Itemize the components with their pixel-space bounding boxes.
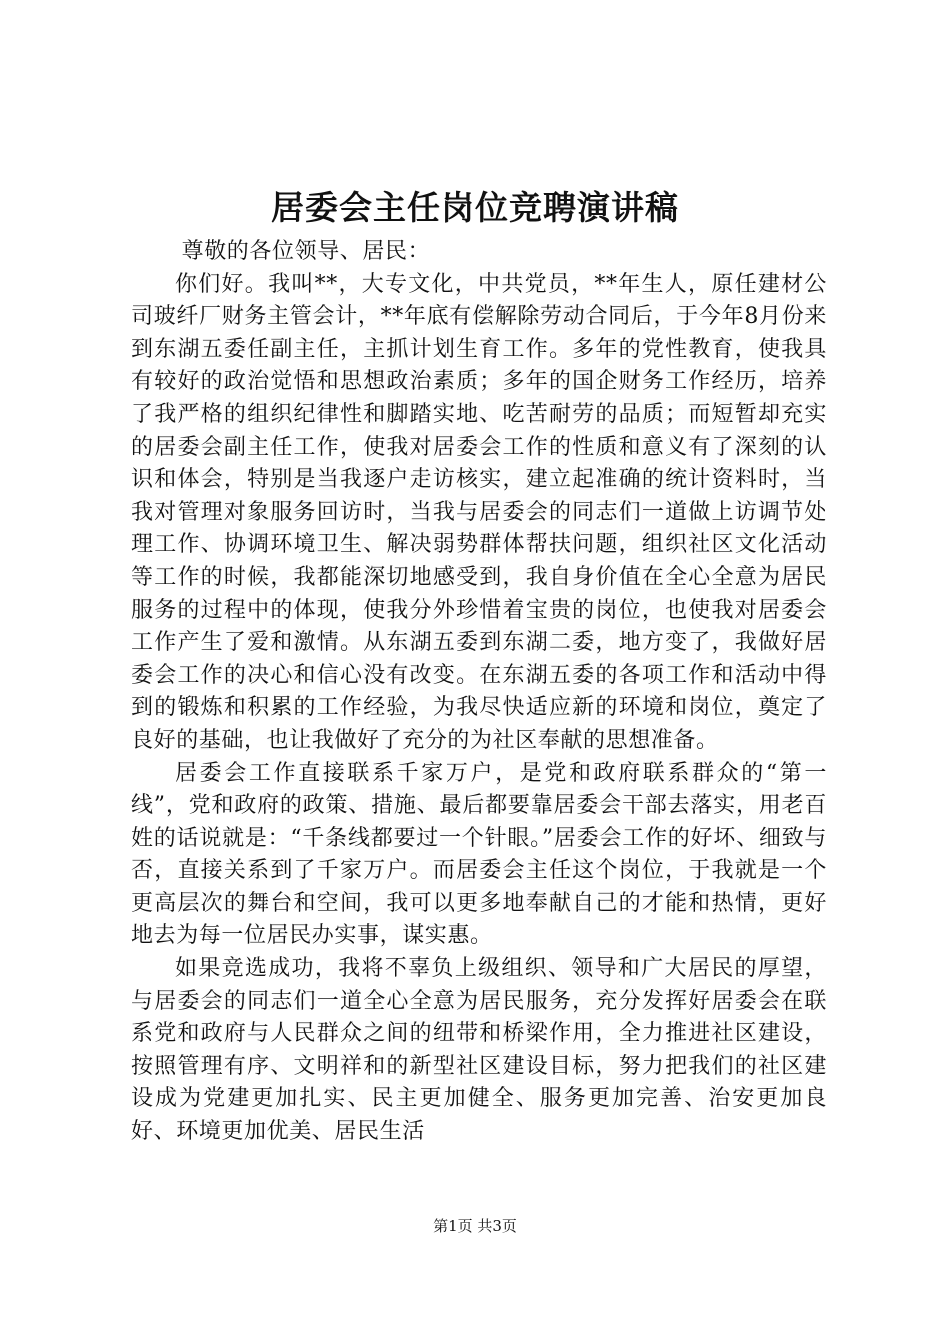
document-body: [131, 236, 827, 1149]
salutation: 尊敬的各位领导、居民：: [181, 239, 431, 264]
page-footer: 第1页 共3页: [433, 1217, 517, 1235]
paragraph-3: 如果竞选成功，我将不辜负上级组织、领导和广大居民的厚望，与居委会的同志们一道全心全意为居民服务，充分发挥好居委会在联系党和政府与人民群众之间的纽带和桥梁作用，全力推进社区建设，按照管理有序、文明祥和的新型社区建设目标，努力把我们的社区建设成为党建更加扎实、民主更加健全、服务更加完善、治安更加良好、环境更加优美、居民生活: [131, 956, 827, 1145]
document-title: 居委会主任岗位竞聘演讲稿: [271, 188, 679, 227]
paragraph-2: 居委会工作直接联系千家万户，是党和政府联系群众的“第一线”，党和政府的政策、措施、最后都要靠居委会干部去落实，用老百姓的话说就是：“千条线都要过一个针眼。”居委会工作的好坏、细致与否，直接关系到了千家万户。而居委会主任这个岗位，于我就是一个更高层次的舞台和空间，我可以更多地奉献自己的才能和热情，更好地去为每一位居民办实事，谋实惠。: [131, 760, 827, 949]
paragraph-1: 你们好。我叫**，大专文化，中共党员，**年生人，原任建材公司玻纤厂财务主管会计，**年底有偿解除劳动合同后，于今年8月份来到东湖五委任副主任，主抓计划生育工作。多年的党性教育，使我具有较好的政治觉悟和思想政治素质；多年的国企财务工作经历，培养了我严格的组织纪律性和脚踏实地、吃苦耐劳的品质；而短暂却充实的居委会副主任工作，使我对居委会工作的性质和意义有了深刻的认识和体会，特别是当我逐户走访核实，建立起准确的统计资料时，当我对管理对象服务回访时，当我与居委会的同志们一道做上访调节处理工作、协调环境卫生、解决弱势群体帮扶问题，组织社区文化活动等工作的时候，我都能深切地感受到，我自身价值在全心全意为居民服务的过程中的体现，使我分外珍惜着宝贵的岗位，也使我对居委会工作产生了爱和激情。从东湖五委到东湖二委，地方变了，我做好居委会工作的决心和信心没有改变。在东湖五委的各项工作和活动中得到的锻炼和积累的工作经验，为我尽快适应新的环境和岗位，奠定了良好的基础，也让我做好了充分的为社区奉献的思想准备。: [131, 271, 827, 753]
